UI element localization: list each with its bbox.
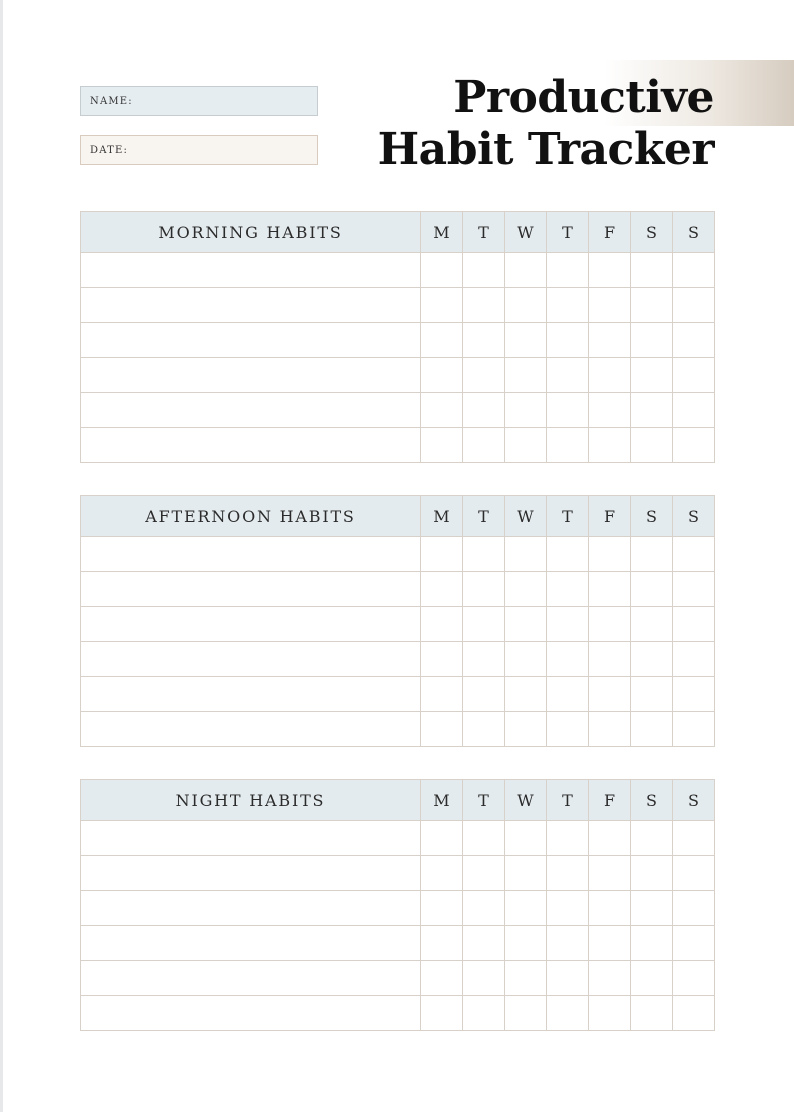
day-checkbox-cell[interactable] xyxy=(673,393,715,428)
habit-cell[interactable] xyxy=(81,393,421,428)
afternoon-habits-table xyxy=(80,495,715,747)
day-checkbox-cell[interactable] xyxy=(547,607,589,642)
day-checkbox-cell[interactable] xyxy=(547,856,589,891)
day-checkbox-cell[interactable] xyxy=(547,428,589,463)
habit-cell[interactable] xyxy=(81,358,421,393)
day-checkbox-cell[interactable] xyxy=(505,926,547,961)
day-checkbox-cell[interactable] xyxy=(421,428,463,463)
day-checkbox-cell[interactable] xyxy=(421,821,463,856)
day-checkbox-cell[interactable] xyxy=(547,642,589,677)
day-header: W xyxy=(505,496,547,537)
table-row xyxy=(81,253,715,288)
habit-cell[interactable] xyxy=(81,642,421,677)
day-header: F xyxy=(589,496,631,537)
header-row xyxy=(81,212,715,253)
day-checkbox-cell[interactable] xyxy=(673,642,715,677)
day-checkbox-cell[interactable] xyxy=(505,323,547,358)
day-checkbox-cell[interactable] xyxy=(631,856,673,891)
day-checkbox-cell[interactable] xyxy=(421,288,463,323)
day-checkbox-cell[interactable] xyxy=(505,996,547,1031)
day-checkbox-cell[interactable] xyxy=(421,323,463,358)
habit-cell[interactable] xyxy=(81,607,421,642)
day-header: T xyxy=(547,780,589,821)
day-checkbox-cell[interactable] xyxy=(673,891,715,926)
day-checkbox-cell[interactable] xyxy=(631,996,673,1031)
day-checkbox-cell[interactable] xyxy=(463,323,505,358)
day-header: T xyxy=(547,212,589,253)
table-row xyxy=(81,712,715,747)
day-checkbox-cell[interactable] xyxy=(463,572,505,607)
day-checkbox-cell[interactable] xyxy=(505,572,547,607)
day-header: W xyxy=(505,212,547,253)
day-checkbox-cell[interactable] xyxy=(589,821,631,856)
day-checkbox-cell[interactable] xyxy=(505,712,547,747)
day-checkbox-cell[interactable] xyxy=(589,537,631,572)
day-checkbox-cell[interactable] xyxy=(421,642,463,677)
day-checkbox-cell[interactable] xyxy=(589,712,631,747)
day-checkbox-cell[interactable] xyxy=(463,856,505,891)
day-checkbox-cell[interactable] xyxy=(631,891,673,926)
day-checkbox-cell[interactable] xyxy=(463,891,505,926)
day-checkbox-cell[interactable] xyxy=(505,537,547,572)
table-row xyxy=(81,428,715,463)
day-checkbox-cell[interactable] xyxy=(631,323,673,358)
day-checkbox-cell[interactable] xyxy=(673,821,715,856)
day-checkbox-cell[interactable] xyxy=(505,891,547,926)
day-checkbox-cell[interactable] xyxy=(589,677,631,712)
habit-cell[interactable] xyxy=(81,428,421,463)
day-checkbox-cell[interactable] xyxy=(589,323,631,358)
day-header: S xyxy=(673,496,715,537)
table-row xyxy=(81,642,715,677)
day-header: S xyxy=(631,780,673,821)
day-checkbox-cell[interactable] xyxy=(505,856,547,891)
day-checkbox-cell[interactable] xyxy=(673,961,715,996)
table-row xyxy=(81,288,715,323)
day-checkbox-cell[interactable] xyxy=(673,712,715,747)
day-checkbox-cell[interactable] xyxy=(505,677,547,712)
day-checkbox-cell[interactable] xyxy=(589,253,631,288)
day-checkbox-cell[interactable] xyxy=(547,253,589,288)
section-title: AFTERNOON HABITS xyxy=(81,496,421,537)
day-checkbox-cell[interactable] xyxy=(421,393,463,428)
day-checkbox-cell[interactable] xyxy=(463,288,505,323)
day-checkbox-cell[interactable] xyxy=(589,607,631,642)
habit-cell[interactable] xyxy=(81,926,421,961)
table-row xyxy=(81,961,715,996)
day-checkbox-cell[interactable] xyxy=(547,393,589,428)
day-checkbox-cell[interactable] xyxy=(547,288,589,323)
table-row xyxy=(81,821,715,856)
day-checkbox-cell[interactable] xyxy=(589,642,631,677)
table-row xyxy=(81,856,715,891)
day-checkbox-cell[interactable] xyxy=(589,961,631,996)
table-row xyxy=(81,537,715,572)
day-checkbox-cell[interactable] xyxy=(463,677,505,712)
day-checkbox-cell[interactable] xyxy=(505,288,547,323)
table-row xyxy=(81,926,715,961)
day-checkbox-cell[interactable] xyxy=(673,607,715,642)
day-header: S xyxy=(673,212,715,253)
day-checkbox-cell[interactable] xyxy=(505,961,547,996)
day-checkbox-cell[interactable] xyxy=(547,712,589,747)
day-checkbox-cell[interactable] xyxy=(547,677,589,712)
day-checkbox-cell[interactable] xyxy=(589,996,631,1031)
header-row xyxy=(81,496,715,537)
day-checkbox-cell[interactable] xyxy=(463,996,505,1031)
day-checkbox-cell[interactable] xyxy=(631,712,673,747)
day-checkbox-cell[interactable] xyxy=(631,253,673,288)
day-checkbox-cell[interactable] xyxy=(547,996,589,1031)
day-checkbox-cell[interactable] xyxy=(505,358,547,393)
page-edge xyxy=(0,0,3,1112)
page-title xyxy=(378,72,714,176)
day-checkbox-cell[interactable] xyxy=(589,926,631,961)
day-header: S xyxy=(631,496,673,537)
day-checkbox-cell[interactable] xyxy=(547,572,589,607)
day-checkbox-cell[interactable] xyxy=(547,821,589,856)
section-title: NIGHT HABITS xyxy=(81,780,421,821)
day-checkbox-cell[interactable] xyxy=(631,428,673,463)
day-checkbox-cell[interactable] xyxy=(631,607,673,642)
table-row xyxy=(81,891,715,926)
title-line-1: Productive xyxy=(453,72,714,123)
day-checkbox-cell[interactable] xyxy=(421,856,463,891)
day-checkbox-cell[interactable] xyxy=(547,358,589,393)
day-checkbox-cell[interactable] xyxy=(421,607,463,642)
day-checkbox-cell[interactable] xyxy=(505,393,547,428)
day-checkbox-cell[interactable] xyxy=(673,677,715,712)
day-checkbox-cell[interactable] xyxy=(463,393,505,428)
habit-cell[interactable] xyxy=(81,821,421,856)
day-checkbox-cell[interactable] xyxy=(673,358,715,393)
day-checkbox-cell[interactable] xyxy=(505,821,547,856)
day-checkbox-cell[interactable] xyxy=(673,537,715,572)
day-checkbox-cell[interactable] xyxy=(589,428,631,463)
day-checkbox-cell[interactable] xyxy=(589,856,631,891)
day-checkbox-cell[interactable] xyxy=(547,323,589,358)
date-label: DATE: xyxy=(90,144,129,156)
day-checkbox-cell[interactable] xyxy=(631,677,673,712)
day-checkbox-cell[interactable] xyxy=(421,572,463,607)
day-checkbox-cell[interactable] xyxy=(421,926,463,961)
day-header: T xyxy=(463,212,505,253)
day-checkbox-cell[interactable] xyxy=(505,428,547,463)
day-header: M xyxy=(421,496,463,537)
day-checkbox-cell[interactable] xyxy=(463,607,505,642)
day-checkbox-cell[interactable] xyxy=(631,393,673,428)
habit-cell[interactable] xyxy=(81,288,421,323)
day-checkbox-cell[interactable] xyxy=(505,253,547,288)
day-checkbox-cell[interactable] xyxy=(589,358,631,393)
name-field[interactable] xyxy=(80,86,318,116)
day-checkbox-cell[interactable] xyxy=(547,926,589,961)
habit-cell[interactable] xyxy=(81,891,421,926)
day-header: M xyxy=(421,780,463,821)
morning-habits-table xyxy=(80,211,715,463)
day-checkbox-cell[interactable] xyxy=(421,537,463,572)
day-header: W xyxy=(505,780,547,821)
day-checkbox-cell[interactable] xyxy=(421,712,463,747)
day-checkbox-cell[interactable] xyxy=(463,712,505,747)
table-row xyxy=(81,677,715,712)
day-checkbox-cell[interactable] xyxy=(631,821,673,856)
day-checkbox-cell[interactable] xyxy=(673,926,715,961)
day-checkbox-cell[interactable] xyxy=(463,926,505,961)
header-row xyxy=(81,780,715,821)
day-checkbox-cell[interactable] xyxy=(421,677,463,712)
day-checkbox-cell[interactable] xyxy=(631,358,673,393)
day-header: T xyxy=(463,496,505,537)
day-checkbox-cell[interactable] xyxy=(505,607,547,642)
day-header: T xyxy=(463,780,505,821)
table-row xyxy=(81,323,715,358)
habit-cell[interactable] xyxy=(81,253,421,288)
day-checkbox-cell[interactable] xyxy=(421,961,463,996)
day-header: F xyxy=(589,780,631,821)
day-checkbox-cell[interactable] xyxy=(631,961,673,996)
day-checkbox-cell[interactable] xyxy=(631,537,673,572)
day-checkbox-cell[interactable] xyxy=(631,572,673,607)
day-header: S xyxy=(631,212,673,253)
table-row xyxy=(81,996,715,1031)
day-checkbox-cell[interactable] xyxy=(673,323,715,358)
day-checkbox-cell[interactable] xyxy=(463,358,505,393)
habit-cell[interactable] xyxy=(81,856,421,891)
day-checkbox-cell[interactable] xyxy=(673,253,715,288)
day-header: S xyxy=(673,780,715,821)
day-checkbox-cell[interactable] xyxy=(463,642,505,677)
day-checkbox-cell[interactable] xyxy=(547,961,589,996)
day-checkbox-cell[interactable] xyxy=(463,821,505,856)
day-checkbox-cell[interactable] xyxy=(631,642,673,677)
day-checkbox-cell[interactable] xyxy=(421,358,463,393)
table-row xyxy=(81,358,715,393)
habit-cell[interactable] xyxy=(81,677,421,712)
day-checkbox-cell[interactable] xyxy=(463,253,505,288)
day-checkbox-cell[interactable] xyxy=(463,428,505,463)
section-title: MORNING HABITS xyxy=(81,212,421,253)
day-checkbox-cell[interactable] xyxy=(547,891,589,926)
day-header: F xyxy=(589,212,631,253)
day-checkbox-cell[interactable] xyxy=(589,572,631,607)
day-header: M xyxy=(421,212,463,253)
day-checkbox-cell[interactable] xyxy=(421,996,463,1031)
habit-cell[interactable] xyxy=(81,323,421,358)
day-checkbox-cell[interactable] xyxy=(589,393,631,428)
name-label: NAME: xyxy=(90,95,133,107)
day-checkbox-cell[interactable] xyxy=(673,856,715,891)
day-checkbox-cell[interactable] xyxy=(631,288,673,323)
day-checkbox-cell[interactable] xyxy=(673,428,715,463)
day-checkbox-cell[interactable] xyxy=(631,926,673,961)
day-checkbox-cell[interactable] xyxy=(421,253,463,288)
day-checkbox-cell[interactable] xyxy=(673,996,715,1031)
day-header: T xyxy=(547,496,589,537)
habit-cell[interactable] xyxy=(81,712,421,747)
day-checkbox-cell[interactable] xyxy=(463,961,505,996)
night-habits-table xyxy=(80,779,715,1031)
day-checkbox-cell[interactable] xyxy=(673,572,715,607)
day-checkbox-cell[interactable] xyxy=(589,288,631,323)
table-row xyxy=(81,393,715,428)
habit-cell[interactable] xyxy=(81,996,421,1031)
habit-cell[interactable] xyxy=(81,961,421,996)
date-field[interactable] xyxy=(80,135,318,165)
table-row xyxy=(81,572,715,607)
day-checkbox-cell[interactable] xyxy=(673,288,715,323)
table-row xyxy=(81,607,715,642)
title-line-2: Habit Tracker xyxy=(377,124,714,175)
day-checkbox-cell[interactable] xyxy=(505,642,547,677)
day-checkbox-cell[interactable] xyxy=(547,537,589,572)
habit-cell[interactable] xyxy=(81,572,421,607)
habit-cell[interactable] xyxy=(81,537,421,572)
day-checkbox-cell[interactable] xyxy=(421,891,463,926)
day-checkbox-cell[interactable] xyxy=(589,891,631,926)
day-checkbox-cell[interactable] xyxy=(463,537,505,572)
